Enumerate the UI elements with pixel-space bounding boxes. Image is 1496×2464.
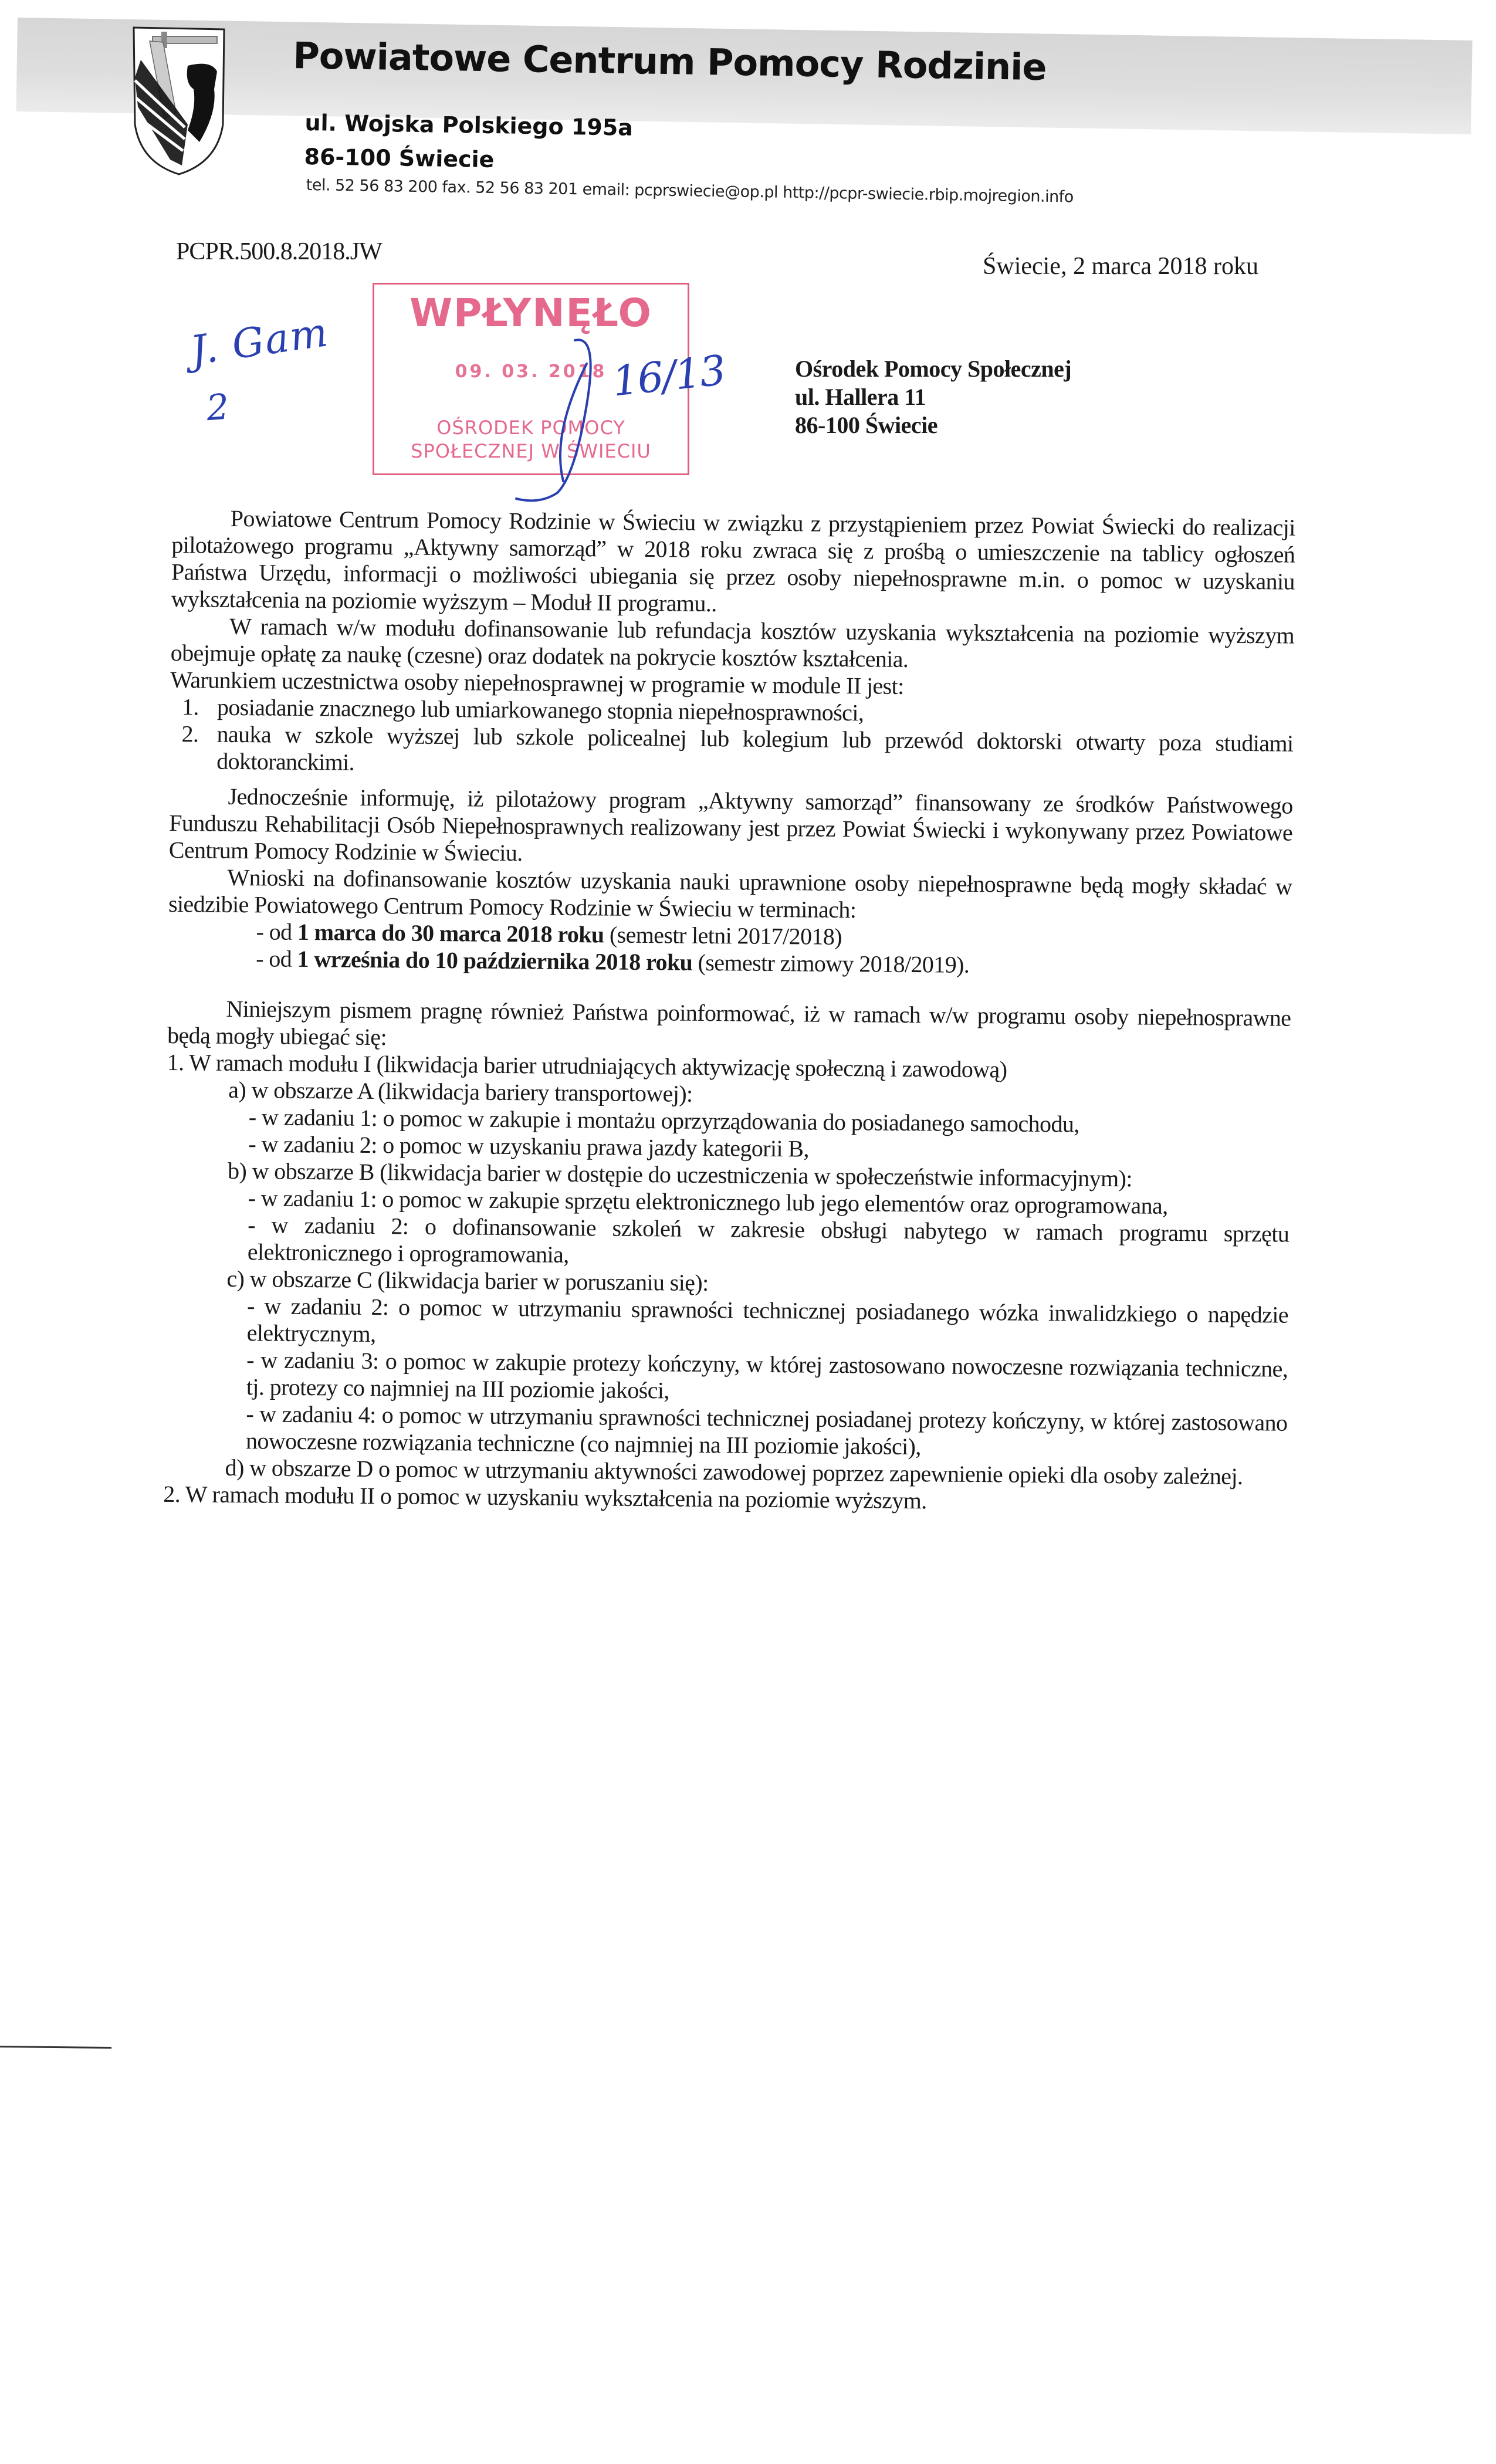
recipient-city: 86-100 Świecie — [795, 412, 937, 438]
term-semester: (semestr zimowy 2018/2019). — [692, 949, 970, 978]
recipient-street: ul. Hallera 11 — [795, 384, 926, 410]
conditions-list — [170, 693, 1294, 784]
condition-text: nauka w szkole wyższej lub szkole policealnej lub kolegium lub przewód doktorski otwarty poza studiami doktoranckimi. — [216, 720, 1294, 776]
letter-date: Świecie, 2 marca 2018 roku — [983, 253, 1259, 280]
paragraph-other-modules: Niniejszym pismem pragnę również Państwa poinformować, iż w ramach w/w programu osoby niepełnosprawne będą mogły ubiegać się: — [167, 995, 1291, 1051]
letter-body — [163, 505, 1295, 1518]
paragraph-applications: Wnioski na dofinansowanie kosztów uzyskania nauki uprawnione osoby niepełnosprawne będą mogły składać w siedzibie Powiatowego Centrum Pomocy Rodzinie w Świeciu w terminach: — [168, 864, 1292, 923]
handwritten-note: J. Gam — [188, 309, 332, 375]
area-d-heading: d) w obszarze D o pomoc w utrzymaniu aktywności zawodowej poprzez zapewnienie opieki dla osoby zależnej. — [225, 1454, 1243, 1490]
organization-name: Powiatowe Centrum Pomocy Rodzinie — [292, 34, 1047, 89]
task-item: - w zadaniu 2: o pomoc w uzyskaniu prawa jazdy kategorii B, — [248, 1131, 810, 1162]
task-item: - w zadaniu 1: o pomoc w zakupie sprzętu elektronicznego lub jego elementów oraz oprogramowana, — [248, 1184, 1168, 1219]
area-b-heading: b) w obszarze B (likwidacja barier w dostępie do uczestniczenia w społeczeństwie informacyjnym): — [227, 1157, 1133, 1192]
condition-item — [170, 720, 1294, 784]
term-prefix: - od — [256, 918, 298, 945]
paragraph-intro: Powiatowe Centrum Pomocy Rodzinie w Świeciu w związku z przystąpieniem przez Powiat Świecki do realizacji pilotażowego programu „Aktywny samorząd” w 2018 roku zwraca się z prośbą o umieszczenie na tablicy ogłoszeń Państwa Urzędu, informacji o możliwości ubiegania się przez osoby niepełnosprawne m.in. o pomoc w uzyskaniu wykształcenia na poziomie wyższym – Moduł II programu.. — [171, 505, 1295, 617]
stamp-org-line1: OŚRODEK POMOCY — [436, 417, 625, 439]
term-dates: 1 września do 10 października 2018 roku — [297, 945, 693, 976]
area-a-heading: a) w obszarze A (likwidacja bariery transportowej): — [228, 1076, 693, 1107]
term-prefix: - od — [256, 945, 297, 972]
coat-of-arms-logo — [129, 25, 229, 177]
condition-number: 1. — [181, 693, 199, 720]
handwritten-mark: 2 — [205, 386, 231, 429]
scan-page-edge — [0, 2046, 111, 2049]
condition-number: 2. — [181, 720, 199, 747]
reference-number: PCPR.500.8.2018.JW — [176, 238, 382, 265]
recipient-name: Ośrodek Pomocy Społecznej — [795, 356, 1072, 382]
task-item: - w zadaniu 4: o pomoc w utrzymaniu sprawności technicznej posiadanej protezy kończyny, w której zastosowano nowoczesne rozwiązania techniczne (co najmniej na III poziomie jakości), — [245, 1400, 1288, 1460]
organization-city: 86-100 Świecie — [304, 143, 495, 173]
stamp-organization — [374, 416, 688, 463]
term-semester: (semestr letni 2017/2018) — [604, 921, 842, 950]
area-c-heading: c) w obszarze C (likwidacja barier w poruszaniu się): — [226, 1265, 709, 1297]
task-item: - w zadaniu 1: o pomoc w zakupie i montażu oprzyrządowania do posiadanego samochodu, — [248, 1104, 1079, 1138]
module1-heading: 1. W ramach modułu I (likwidacja barier utrudniających aktywizację społeczną i zawodową) — [167, 1048, 1007, 1083]
stamp-title: WPŁYNĘŁO — [409, 290, 652, 336]
organization-street: ul. Wojska Polskiego 195a — [304, 109, 634, 141]
received-stamp — [373, 283, 689, 475]
module2-item: 2. W ramach modułu II o pomoc w uzyskaniu wykształcenia na poziomie wyższym. — [163, 1480, 927, 1514]
stamp-org-line2: SPOŁECZNEJ W ŚWIECIU — [411, 440, 651, 462]
organization-contact: tel. 52 56 83 200 fax. 52 56 83 201 email: pcprswiecie@op.pl http://pcpr-swiecie.rbip.mojregion.info — [306, 176, 1074, 207]
paragraph-module2-scope: W ramach w/w modułu dofinansowanie lub refundacja kosztów uzyskania wykształcenia na poziomie wyższym obejmuje opłatę za naukę (czesne) oraz dodatek na pokrycie kosztów kształcenia. — [170, 612, 1295, 672]
term-dates: 1 marca do 30 marca 2018 roku — [297, 918, 604, 948]
recipient-address — [795, 355, 1071, 439]
task-item: - w zadaniu 2: o pomoc w utrzymaniu sprawności technicznej posiadanego wózka inwalidzkiego o napędzie elektrycznym, — [246, 1292, 1289, 1348]
organization-address — [304, 106, 633, 179]
stamp-date: 09. 03. 2018 — [455, 361, 607, 382]
task-item: - w zadaniu 3: o pomoc w zakupie protezy kończyny, w której zastosowano nowoczesne rozwiązania techniczne, tj. protezy co najmniej na III poziomie jakości, — [246, 1346, 1288, 1404]
handwritten-number: 16/13 — [610, 346, 727, 406]
paragraph-financing: Jednocześnie informuję, iż pilotażowy program „Aktywny samorząd” finansowany ze środków Państwowego Funduszu Rehabilitacji Osób Niepełnosprawnych realizowany jest przez Powiat Świecki i wykonywany przez Powiatowe Centrum Pomocy Rodzinie w Świeciu. — [168, 783, 1293, 867]
condition-text: posiadanie znacznego lub umiarkowanego stopnia niepełnosprawności, — [216, 693, 864, 726]
task-item: - w zadaniu 2: o dofinansowanie szkoleń w zakresie obsługi nabytego w ramach programu sprzętu elektronicznego i oprogramowania, — [247, 1211, 1289, 1268]
conditions-intro: Warunkiem uczestnictwa osoby niepełnosprawnej w programie w module II jest: — [170, 666, 904, 699]
